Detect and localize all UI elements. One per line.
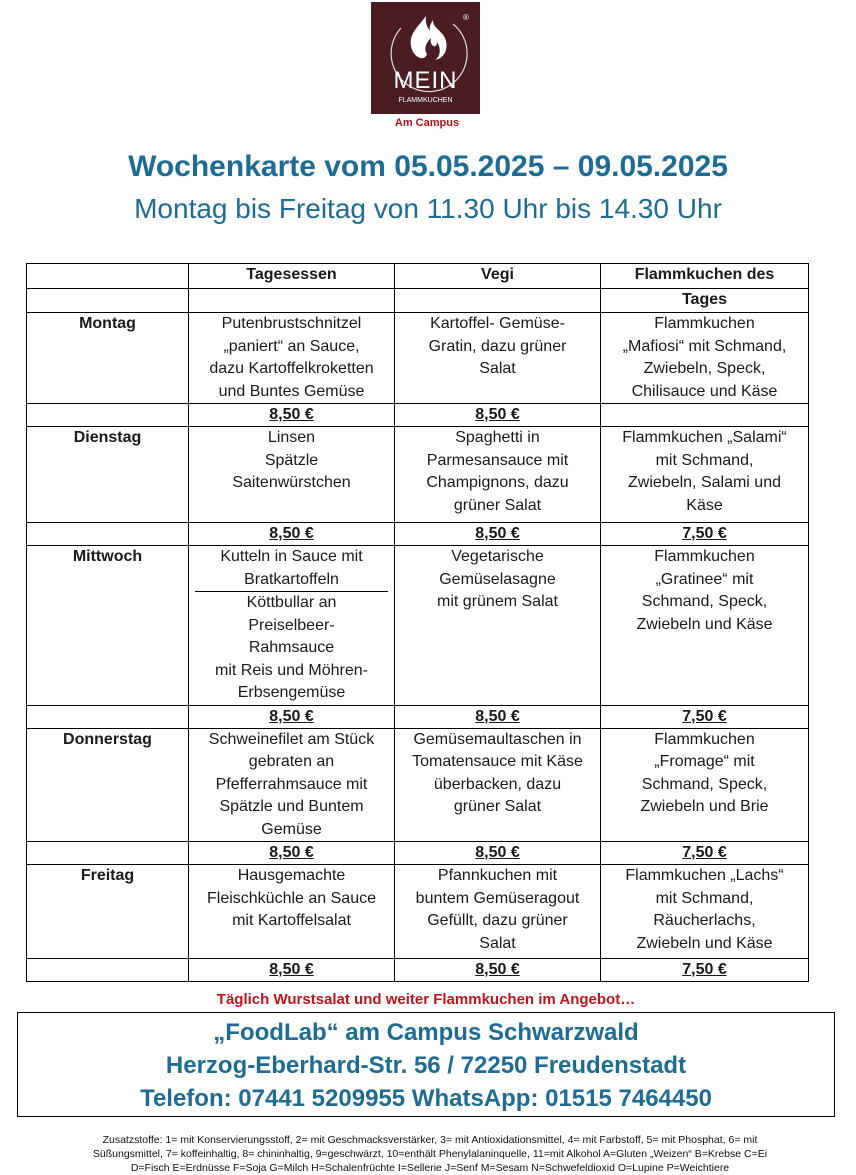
menu-table xyxy=(26,263,809,982)
table-row-mittwoch xyxy=(27,546,809,706)
price-vegi: 8,50 € xyxy=(395,404,601,427)
dish-flammkuchen: Flammkuchen „Mafiosi“ mit Schmand, Zwiebeln, Speck, Chilisauce und Käse xyxy=(601,313,809,404)
logo-small-text: FLAMMKUCHEN xyxy=(398,97,453,104)
dish-tagesessen: Schweinefilet am Stück gebraten an Pfefferrahmsauce mit Spätzle und Buntem Gemüse xyxy=(189,728,395,842)
dish-flammkuchen: Flammkuchen „Gratinee“ mit Schmand, Speck, Zwiebeln und Käse xyxy=(601,546,809,706)
contact-box xyxy=(17,1012,835,1117)
contact-address: Herzog-Eberhard-Str. 56 / 72250 Freudenstadt xyxy=(165,1052,687,1079)
price-flammkuchen: 7,50 € xyxy=(601,959,809,982)
price-tagesessen: 8,50 € xyxy=(189,959,395,982)
dish-vegi: Kartoffel- Gemüse- Gratin, dazu grüner Salat xyxy=(395,313,601,404)
price-row xyxy=(27,523,809,546)
dish-flammkuchen: Flammkuchen „Salami“ mit Schmand, Zwiebeln, Salami und Käse xyxy=(601,427,809,523)
page-subtitle: Montag bis Freitag von 11.30 Uhr bis 14.30 Uhr xyxy=(134,193,722,224)
price-flammkuchen: 7,50 € xyxy=(601,842,809,865)
table-row-dienstag xyxy=(27,427,809,523)
table-row-montag xyxy=(27,313,809,404)
logo xyxy=(371,2,480,114)
logo-main-text: MEIN xyxy=(393,67,458,94)
header-tagesessen: Tagesessen xyxy=(189,264,395,289)
allergen-legend: Zusatzstoffe: 1= mit Konservierungsstoff, 2= mit Geschmacksverstärker, 3= mit Antioxidationsmittel, 4= mit Farbstoff, 5= mit Phosphat, 6= mit Süßungsmittel, 7= koffeinhaltig, 8= chininhaltig, 9=geschwärzt, 10=enthält Phenylalaninquelle, 11=mit Alkohol A=Gluten „Weizen“ B=Krebse C=Ei D=Fisch E=Erdnüsse F=Soja G=Milch H=Schalenfrüchte I=Sellerie J=Senf M=Sesam N=Schwefeldioxid O=Lupine P=Weichtiere xyxy=(92,1134,768,1174)
price-tagesessen: 8,50 € xyxy=(189,404,395,427)
contact-venue: „FoodLab“ am Campus Schwarzwald xyxy=(213,1019,639,1046)
price-flammkuchen: 7,50 € xyxy=(601,523,809,546)
price-tagesessen: 8,50 € xyxy=(189,523,395,546)
header-vegi: Vegi xyxy=(395,264,601,289)
flame-logo-icon xyxy=(371,2,480,114)
page-title: Wochenkarte vom 05.05.2025 – 09.05.2025 xyxy=(128,150,728,183)
dish-tagesessen xyxy=(189,546,395,706)
table-header-row-2 xyxy=(27,289,809,313)
price-vegi: 8,50 € xyxy=(395,705,601,728)
day-label: Dienstag xyxy=(27,427,189,523)
table-header-row xyxy=(27,264,809,289)
dish-option-1: Kutteln in Sauce mit Bratkartoffeln xyxy=(195,546,388,592)
price-row xyxy=(27,404,809,427)
header-tages: Tages xyxy=(601,289,809,313)
dish-tagesessen: Hausgemachte Fleischküchle an Sauce mit Kartoffelsalat xyxy=(189,865,395,959)
registered-mark: ® xyxy=(463,13,469,22)
price-row xyxy=(27,959,809,982)
dish-vegi: Pfannkuchen mit buntem Gemüseragout Gefüllt, dazu grüner Salat xyxy=(395,865,601,959)
price-vegi: 8,50 € xyxy=(395,842,601,865)
dish-vegi: Gemüsemaultaschen in Tomatensauce mit Käse überbacken, dazu grüner Salat xyxy=(395,728,601,842)
day-label: Freitag xyxy=(27,865,189,959)
day-label: Mittwoch xyxy=(27,546,189,706)
price-tagesessen: 8,50 € xyxy=(189,842,395,865)
table-row-freitag xyxy=(27,865,809,959)
dish-flammkuchen: Flammkuchen „Fromage“ mit Schmand, Speck, Zwiebeln und Brie xyxy=(601,728,809,842)
day-label: Montag xyxy=(27,313,189,404)
daily-offer-note: Täglich Wurstsalat und weiter Flammkuchen im Angebot… xyxy=(216,991,636,1008)
dish-option-2: Köttbullar an Preiselbeer- Rahmsauce mit Reis und Möhren- Erbsengemüse xyxy=(215,594,368,701)
dish-tagesessen: Linsen Spätzle Saitenwürstchen xyxy=(189,427,395,523)
contact-phone: Telefon: 07441 5209955 WhatsApp: 01515 7464450 xyxy=(140,1085,712,1112)
logo-subtitle: Am Campus xyxy=(394,117,460,129)
table-row-donnerstag xyxy=(27,728,809,842)
dish-tagesessen: Putenbrustschnitzel „paniert“ an Sauce, dazu Kartoffelkroketten und Buntes Gemüse xyxy=(189,313,395,404)
dish-vegi: Vegetarische Gemüselasagne mit grünem Salat xyxy=(395,546,601,706)
price-vegi: 8,50 € xyxy=(395,959,601,982)
price-row xyxy=(27,705,809,728)
price-tagesessen: 8,50 € xyxy=(189,705,395,728)
header-flammkuchen: Flammkuchen des xyxy=(601,264,809,289)
dish-vegi: Spaghetti in Parmesansauce mit Champignons, dazu grüner Salat xyxy=(395,427,601,523)
price-flammkuchen: 7,50 € xyxy=(601,705,809,728)
price-flammkuchen xyxy=(601,404,809,427)
day-label: Donnerstag xyxy=(27,728,189,842)
header-blank xyxy=(27,264,189,289)
price-vegi: 8,50 € xyxy=(395,523,601,546)
price-row xyxy=(27,842,809,865)
dish-flammkuchen: Flammkuchen „Lachs“ mit Schmand, Räucherlachs, Zwiebeln und Käse xyxy=(601,865,809,959)
